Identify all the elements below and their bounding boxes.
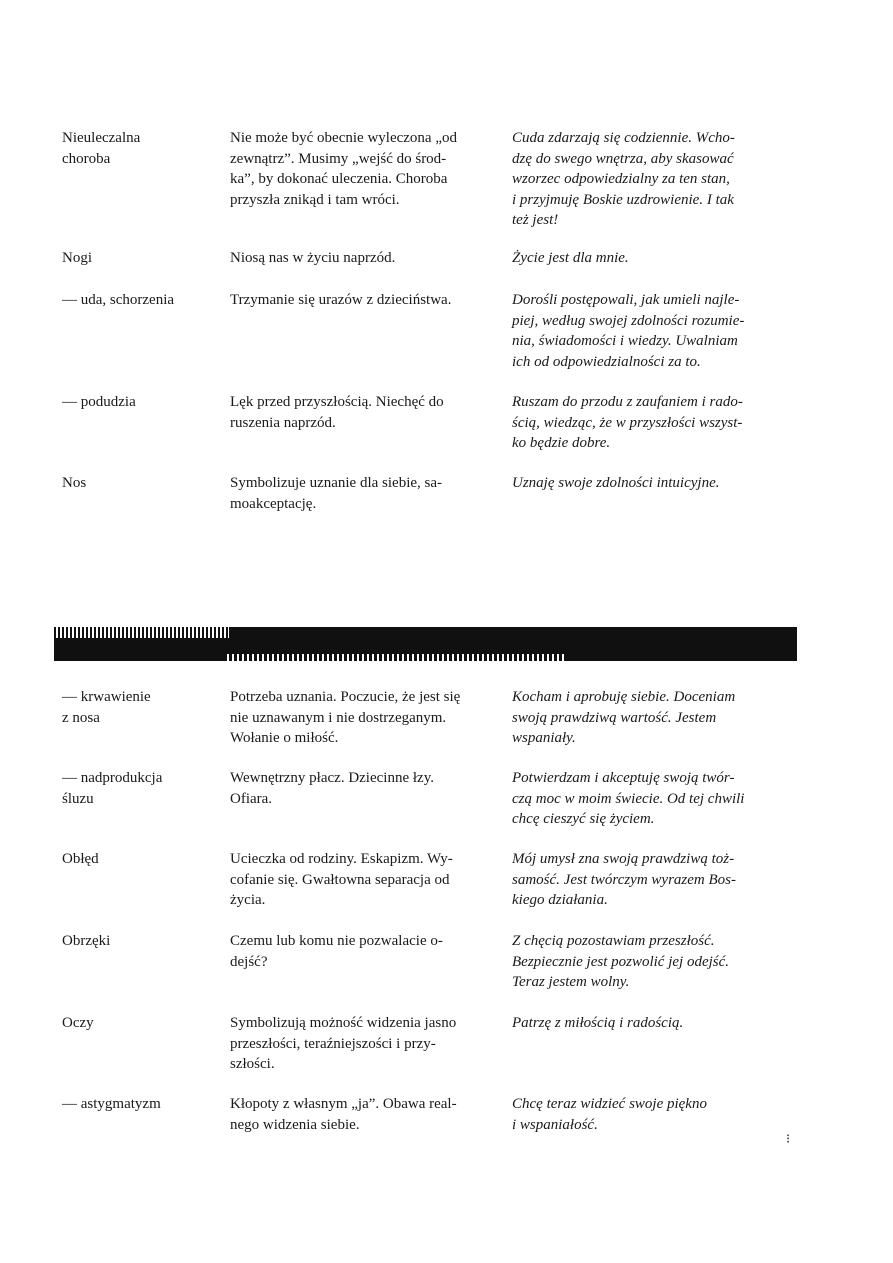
entry-term: — nadprodukcja śluzu [62, 770, 163, 807]
entry-affirmation: Uznaję swoje zdolności intuicyjne. [512, 475, 720, 491]
entry-affirmation: Życie jest dla mnie. [512, 250, 629, 266]
entry-description: Kłopoty z własnym „ja”. Obawa real- nego widzenia siebie. [230, 1096, 457, 1133]
entry-description: Niosą nas w życiu naprzód. [230, 250, 396, 266]
entry-affirmation: Z chęcią pozostawiam przeszłość. Bezpiecznie jest pozwolić jej odejść. Teraz jestem wolny. [512, 933, 730, 990]
entry-term: Nogi [62, 250, 92, 266]
entry-description: Nie może być obecnie wyleczona „od zewnątrz”. Musimy „wejść do środ- ka”, by dokonać uleczenia. Choroba przyszła znikąd i tam wróci. [230, 130, 457, 208]
entry-description: Wewnętrzny płacz. Dziecinne łzy. Ofiara. [230, 770, 434, 807]
entry-description: Trzymanie się urazów z dzieciństwa. [230, 292, 452, 308]
entry-affirmation: Cuda zdarzają się codziennie. Wcho- dzę do swego wnętrza, aby skasować wzorzec odpowiedzialny za ten stan, i przyjmuję Boskie uzdrowienie. I tak też jest! [512, 130, 735, 228]
entry-term: — podudzia [62, 394, 136, 410]
entry-affirmation: Dorośli postępowali, jak umieli najle- piej, według swojej zdolności rozumie- nia, świadomości i wiedzy. Uwalniam ich od odpowiedzialności za to. [512, 292, 745, 370]
scan-margin-mark: ⁝ [786, 1131, 791, 1146]
entry-term: Oczy [62, 1015, 94, 1031]
entry-term: Nos [62, 475, 87, 491]
entry-description: Czemu lub komu nie pozwalacie o- dejść? [230, 933, 443, 970]
entry-affirmation: Patrzę z miłością i radością. [512, 1015, 684, 1031]
entry-description: Lęk przed przyszłością. Niechęć do ruszenia naprzód. [230, 394, 444, 431]
entry-affirmation: Kocham i aprobuję siebie. Doceniam swoją prawdziwą wartość. Jestem wspaniały. [512, 689, 736, 746]
entry-affirmation: Mój umysł zna swoją prawdziwą toż- samość. Jest twórczym wyrazem Bos- kiego działania. [512, 851, 736, 908]
entry-affirmation: Chcę teraz widzieć swoje piękno i wspaniałość. [512, 1096, 707, 1133]
entry-term: — astygmatyzm [62, 1096, 161, 1112]
entry-term: — uda, schorzenia [62, 292, 175, 308]
entry-term: Obłęd [62, 851, 99, 867]
entry-term: — krwawienie z nosa [62, 689, 151, 726]
entry-term: Obrzęki [62, 933, 111, 949]
entry-affirmation: Ruszam do przodu z zaufaniem i rado- ścią, wiedząc, że w przyszłości wszyst- ko będzie dobre. [512, 394, 743, 451]
page-divider [54, 627, 797, 661]
entry-description: Symbolizuje uznanie dla siebie, sa- moakceptację. [230, 475, 443, 512]
entry-description: Symbolizują możność widzenia jasno przeszłości, teraźniejszości i przy- szłości. [230, 1015, 457, 1072]
entry-term: Nieuleczalna choroba [62, 130, 141, 167]
entry-description: Ucieczka od rodziny. Eskapizm. Wy- cofanie się. Gwałtowna separacja od życia. [230, 851, 453, 908]
entry-description: Potrzeba uznania. Poczucie, że jest się nie uznawanym i nie dostrzeganym. Wołanie o miłość. [230, 689, 461, 746]
entry-affirmation: Potwierdzam i akceptuję swoją twór- czą moc w moim świecie. Od tej chwili chcę cieszyć się życiem. [512, 770, 745, 827]
